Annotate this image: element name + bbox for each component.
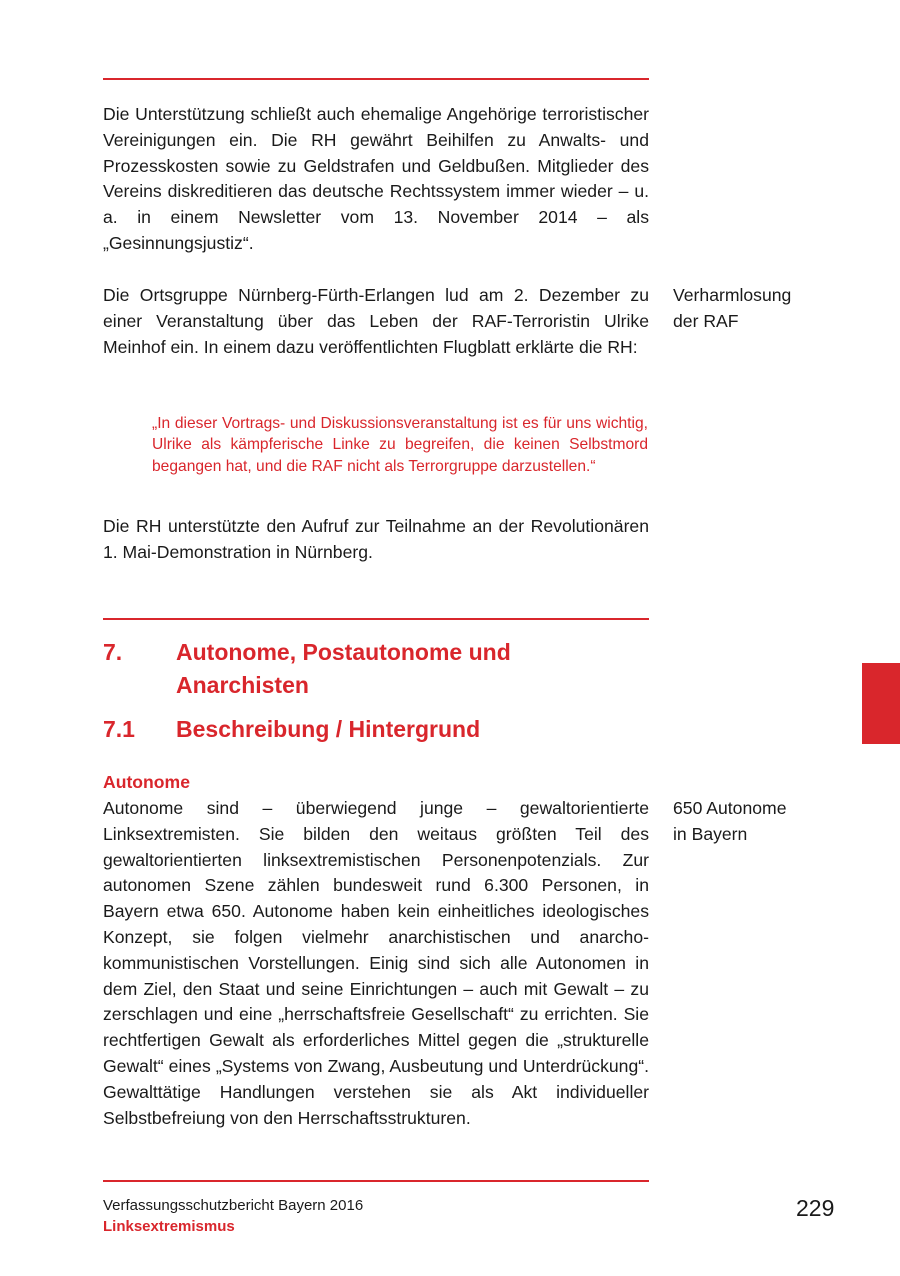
quote-flyer: „In dieser Vortrags- und Diskussionsveranstaltung ist es für uns wichtig, Ulrike als kämpferische Linke zu begreifen, die keinen Selbstmord begangen hat, und die RAF nicht als Terrorgruppe darzustellen.“ — [152, 415, 648, 475]
subsection-heading — [103, 713, 649, 747]
margin-note-raf — [673, 283, 873, 335]
section-heading — [103, 636, 649, 706]
subheading-autonome: Autonome — [103, 772, 190, 792]
paragraph-ortsgruppe: Die Ortsgruppe Nürnberg-Fürth-Erlangen lud am 2. Dezember zu einer Veranstaltung über das Leben der RAF-Terroristin Ulrike Meinhof ein. In einem dazu veröffentlichten Flugblatt erklärte die RH: — [103, 285, 649, 357]
section-rule — [103, 618, 649, 620]
page-number: 229 — [796, 1195, 835, 1221]
margin-note-raf-line1: Verharmlosung — [673, 285, 792, 305]
paragraph-autonome: Autonome sind – überwiegend junge – gewaltorientierte Linksextremisten. Sie bilden den weitaus größten Teil des gewaltorientierten linksextremistischen Personenpotenzials. Zur autonomen Szene zählen bundesweit rund 6.300 Personen, in Bayern etwa 650. Autonome haben kein einheitliches ideologisches Konzept, sie folgen vielmehr anarchistischen und anarcho-kommunistischen Vorstellungen. Einig sind sich alle Autonomen in dem Ziel, den Staat und seine Einrichtungen – auch mit Gewalt – zu zerschlagen und eine „herrschaftsfreie Gesellschaft“ zu errichten. Sie rechtfertigen Gewalt als erforderliches Mittel gegen die „strukturelle Gewalt“ eines „Systems von Zwang, Ausbeutung und Unterdrückung“. Gewalttätige Handlungen verstehen sie als Akt individueller Selbstbefreiung von den Herrschaftsstrukturen. — [103, 798, 649, 1128]
chapter-thumb-tab — [862, 663, 900, 744]
top-rule — [103, 78, 649, 80]
section-number: 7. — [103, 639, 123, 665]
paragraph-support: Die Unterstützung schließt auch ehemalige Angehörige terroristischer Vereinigungen ein. Die RH gewährt Beihilfen zu Anwalts- und Prozesskosten sowie zu Geldstrafen und Geldbußen. Mitglieder des Vereins diskreditieren das deutsche Rechtssystem immer wieder – u. a. in einem Newsletter vom 13. November 2014 – als „Gesinnungsjustiz“. — [103, 104, 649, 253]
subsection-title: Beschreibung / Hintergrund — [176, 716, 481, 742]
margin-note-autonome-line2: in Bayern — [673, 823, 748, 844]
footer-rule — [103, 1180, 649, 1182]
margin-note-autonome-line1: 650 Autonome — [673, 798, 787, 818]
subsection-number: 7.1 — [103, 716, 135, 742]
footer-publication: Verfassungsschutzbericht Bayern 2016 — [103, 1197, 364, 1214]
paragraph-demonstration: Die RH unterstützte den Aufruf zur Teilnahme an der Revolutionären 1. Mai-Demonstration in Nürnberg. — [103, 516, 649, 562]
footer-chapter: Linksextremismus — [103, 1218, 235, 1235]
margin-note-raf-line2: der RAF — [673, 310, 739, 331]
section-title: Autonome, Postautonome und Anarchisten — [176, 639, 511, 698]
margin-note-autonome — [673, 796, 873, 848]
